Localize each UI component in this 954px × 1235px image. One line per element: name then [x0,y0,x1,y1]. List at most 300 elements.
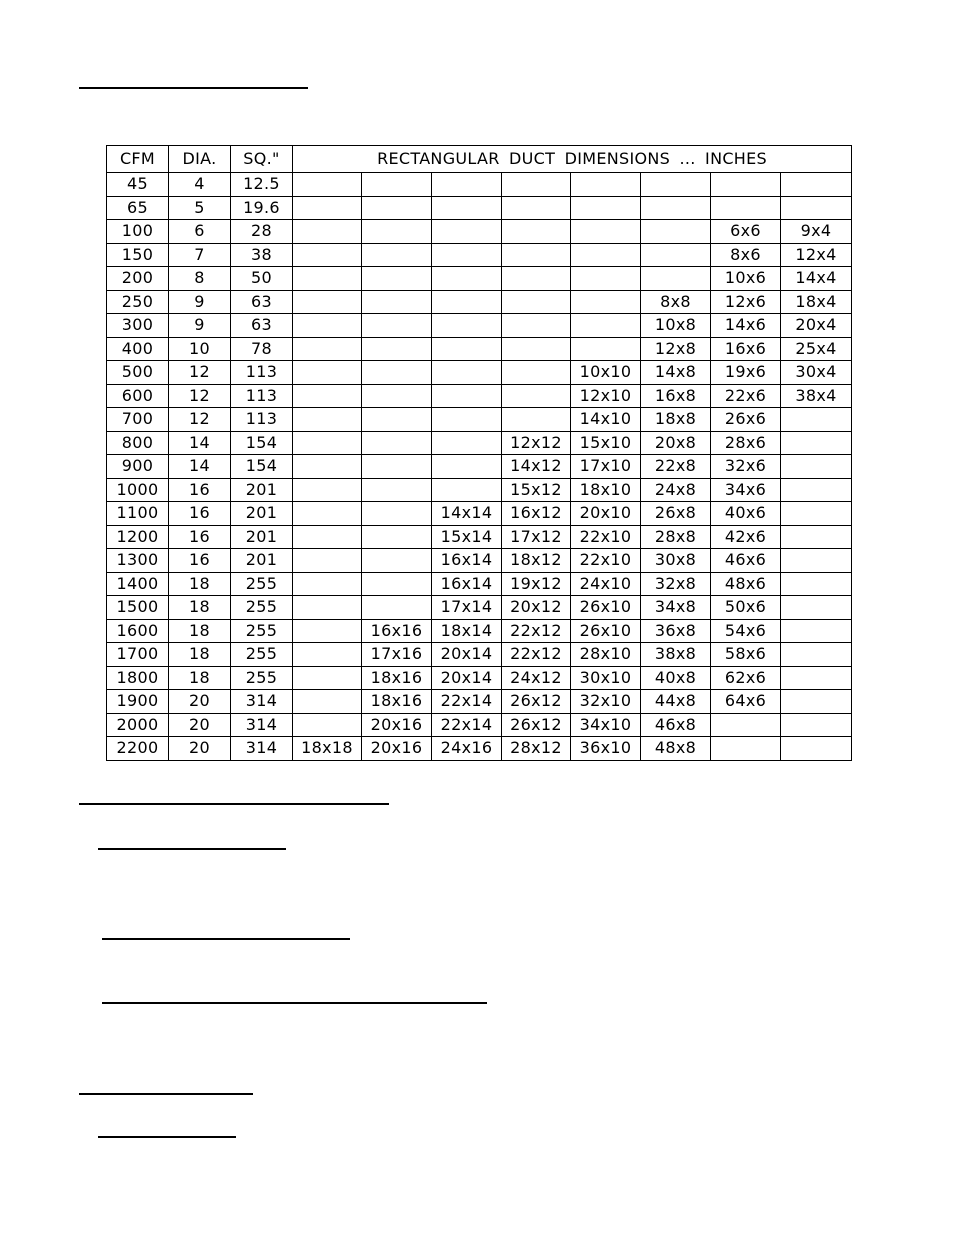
cell-rect-dimension: 14x6 [711,314,781,338]
cell-rect-dimension [293,361,362,385]
cell-rect-dimension: 20x4 [781,314,852,338]
cell-rect-dimension [432,173,502,197]
cell-rect-dimension [293,408,362,432]
cell-diameter: 16 [169,478,231,502]
cell-square-inches: 201 [231,478,293,502]
cell-rect-dimension [293,196,362,220]
section-underline-1 [79,803,389,805]
cell-rect-dimension: 22x14 [432,713,502,737]
table-body [107,173,852,761]
cell-rect-dimension [571,173,641,197]
cell-rect-dimension: 18x18 [293,737,362,761]
cell-rect-dimension [641,196,711,220]
cell-diameter: 5 [169,196,231,220]
cell-rect-dimension [293,619,362,643]
cell-rect-dimension: 14x4 [781,267,852,291]
cell-rect-dimension [293,314,362,338]
table-row [107,525,852,549]
table-row [107,243,852,267]
cell-rect-dimension [293,431,362,455]
subsection-underline-1 [98,848,286,850]
cell-rect-dimension: 14x10 [571,408,641,432]
table-row [107,455,852,479]
cell-rect-dimension [432,431,502,455]
cell-rect-dimension: 12x6 [711,290,781,314]
cell-rect-dimension: 12x8 [641,337,711,361]
cell-rect-dimension [502,243,571,267]
table-row [107,502,852,526]
cell-rect-dimension: 30x8 [641,549,711,573]
header-diameter: DIA. [169,146,231,173]
cell-rect-dimension [781,196,852,220]
cell-rect-dimension: 20x14 [432,666,502,690]
cell-rect-dimension [432,290,502,314]
cell-rect-dimension [641,267,711,291]
table-row [107,314,852,338]
table-row [107,337,852,361]
table-row [107,713,852,737]
cell-rect-dimension [781,572,852,596]
cell-diameter: 9 [169,290,231,314]
cell-rect-dimension: 26x8 [641,502,711,526]
table-row [107,666,852,690]
cell-rect-dimension: 18x4 [781,290,852,314]
cell-rect-dimension [362,337,432,361]
cell-rect-dimension [502,384,571,408]
cell-rect-dimension [781,455,852,479]
cell-rect-dimension [571,243,641,267]
subsection-underline-3 [102,1002,487,1004]
cell-square-inches: 255 [231,619,293,643]
cell-rect-dimension [781,737,852,761]
cell-rect-dimension [432,361,502,385]
cell-cfm: 1900 [107,690,169,714]
cell-rect-dimension [293,525,362,549]
cell-rect-dimension: 25x4 [781,337,852,361]
cell-rect-dimension [293,290,362,314]
table-row [107,173,852,197]
table-row [107,361,852,385]
cell-rect-dimension: 40x6 [711,502,781,526]
cell-square-inches: 201 [231,525,293,549]
cell-cfm: 45 [107,173,169,197]
cell-rect-dimension [293,220,362,244]
cell-rect-dimension: 9x4 [781,220,852,244]
table-header-row [107,146,852,173]
cell-rect-dimension [362,314,432,338]
cell-rect-dimension: 18x14 [432,619,502,643]
cell-cfm: 400 [107,337,169,361]
cell-rect-dimension [293,267,362,291]
cell-rect-dimension: 54x6 [711,619,781,643]
cell-diameter: 18 [169,666,231,690]
cell-square-inches: 19.6 [231,196,293,220]
cell-rect-dimension [781,525,852,549]
cell-rect-dimension [641,220,711,244]
cell-square-inches: 78 [231,337,293,361]
cell-rect-dimension: 24x12 [502,666,571,690]
cell-rect-dimension: 26x6 [711,408,781,432]
cell-rect-dimension [362,173,432,197]
cell-rect-dimension [571,220,641,244]
table-row [107,549,852,573]
cell-rect-dimension: 12x10 [571,384,641,408]
cell-rect-dimension: 18x16 [362,690,432,714]
cell-rect-dimension: 16x12 [502,502,571,526]
table-row [107,643,852,667]
cell-rect-dimension: 10x6 [711,267,781,291]
table-row [107,196,852,220]
cell-cfm: 700 [107,408,169,432]
heading-underline-top [79,87,308,89]
cell-square-inches: 113 [231,361,293,385]
cell-rect-dimension: 28x8 [641,525,711,549]
cell-rect-dimension [711,737,781,761]
cell-rect-dimension: 30x10 [571,666,641,690]
cell-rect-dimension [362,572,432,596]
cell-rect-dimension: 19x6 [711,361,781,385]
subsection-underline-4 [98,1136,236,1138]
cell-cfm: 1100 [107,502,169,526]
cell-rect-dimension [432,220,502,244]
cell-rect-dimension [781,596,852,620]
cell-diameter: 12 [169,384,231,408]
cell-cfm: 1000 [107,478,169,502]
cell-rect-dimension [502,290,571,314]
cell-cfm: 500 [107,361,169,385]
cell-rect-dimension: 16x14 [432,572,502,596]
cell-rect-dimension: 22x10 [571,549,641,573]
cell-rect-dimension [293,384,362,408]
cell-rect-dimension [362,455,432,479]
cell-rect-dimension [362,478,432,502]
cell-rect-dimension: 38x4 [781,384,852,408]
cell-rect-dimension: 20x10 [571,502,641,526]
cell-rect-dimension: 28x10 [571,643,641,667]
cell-rect-dimension [293,690,362,714]
cell-rect-dimension: 10x10 [571,361,641,385]
cell-cfm: 300 [107,314,169,338]
cell-rect-dimension [362,431,432,455]
cell-rect-dimension: 16x6 [711,337,781,361]
cell-rect-dimension [571,314,641,338]
cell-cfm: 150 [107,243,169,267]
cell-rect-dimension [293,502,362,526]
cell-rect-dimension: 18x8 [641,408,711,432]
cell-cfm: 250 [107,290,169,314]
cell-rect-dimension: 22x12 [502,643,571,667]
cell-rect-dimension: 22x8 [641,455,711,479]
cell-rect-dimension [502,337,571,361]
cell-rect-dimension: 22x12 [502,619,571,643]
cell-rect-dimension [502,173,571,197]
cell-square-inches: 201 [231,549,293,573]
table-row [107,478,852,502]
cell-rect-dimension [781,619,852,643]
cell-rect-dimension: 30x4 [781,361,852,385]
cell-rect-dimension [641,173,711,197]
cell-rect-dimension: 34x10 [571,713,641,737]
cell-square-inches: 255 [231,666,293,690]
cell-diameter: 12 [169,361,231,385]
cell-rect-dimension: 22x10 [571,525,641,549]
cell-square-inches: 63 [231,290,293,314]
cell-rect-dimension [641,243,711,267]
cell-rect-dimension [502,220,571,244]
cell-rect-dimension [362,361,432,385]
cell-rect-dimension: 20x16 [362,713,432,737]
table-row [107,690,852,714]
cell-diameter: 6 [169,220,231,244]
cell-rect-dimension: 17x12 [502,525,571,549]
cell-rect-dimension [432,455,502,479]
cell-rect-dimension [362,408,432,432]
cell-rect-dimension: 36x8 [641,619,711,643]
cell-rect-dimension [711,713,781,737]
cell-rect-dimension [432,196,502,220]
cell-rect-dimension: 16x8 [641,384,711,408]
cell-square-inches: 314 [231,713,293,737]
cell-rect-dimension: 32x6 [711,455,781,479]
cell-rect-dimension: 16x16 [362,619,432,643]
cell-diameter: 7 [169,243,231,267]
cell-rect-dimension [432,408,502,432]
cell-rect-dimension: 15x14 [432,525,502,549]
cell-rect-dimension [293,337,362,361]
cell-rect-dimension: 6x6 [711,220,781,244]
cell-cfm: 1700 [107,643,169,667]
cell-square-inches: 154 [231,431,293,455]
cell-rect-dimension [781,666,852,690]
table-row [107,384,852,408]
cell-rect-dimension [781,478,852,502]
cell-rect-dimension [502,314,571,338]
cell-rect-dimension [362,502,432,526]
cell-rect-dimension [432,384,502,408]
cell-diameter: 10 [169,337,231,361]
cell-rect-dimension [571,290,641,314]
cell-rect-dimension: 42x6 [711,525,781,549]
table-row [107,267,852,291]
cell-cfm: 1800 [107,666,169,690]
cell-diameter: 20 [169,690,231,714]
cell-rect-dimension: 28x6 [711,431,781,455]
table-row [107,290,852,314]
cell-rect-dimension: 28x12 [502,737,571,761]
cell-square-inches: 255 [231,596,293,620]
cell-cfm: 600 [107,384,169,408]
cell-square-inches: 28 [231,220,293,244]
subsection-underline-2 [102,938,350,940]
cell-rect-dimension [432,267,502,291]
table-row [107,596,852,620]
cell-rect-dimension [293,666,362,690]
cell-rect-dimension: 22x14 [432,690,502,714]
cell-rect-dimension [362,290,432,314]
cell-rect-dimension: 18x12 [502,549,571,573]
cell-rect-dimension: 36x10 [571,737,641,761]
cell-rect-dimension: 8x8 [641,290,711,314]
cell-square-inches: 255 [231,643,293,667]
cell-diameter: 20 [169,713,231,737]
cell-rect-dimension [293,643,362,667]
table-row [107,408,852,432]
cell-square-inches: 314 [231,737,293,761]
table-row [107,619,852,643]
cell-rect-dimension [293,478,362,502]
cell-rect-dimension [362,267,432,291]
cell-cfm: 1600 [107,619,169,643]
cell-rect-dimension [781,549,852,573]
cell-square-inches: 113 [231,408,293,432]
cell-square-inches: 50 [231,267,293,291]
cell-rect-dimension: 48x6 [711,572,781,596]
cell-diameter: 16 [169,502,231,526]
cell-rect-dimension [781,643,852,667]
cell-rect-dimension: 34x6 [711,478,781,502]
cell-rect-dimension: 24x16 [432,737,502,761]
cell-diameter: 18 [169,572,231,596]
cell-rect-dimension: 20x8 [641,431,711,455]
cell-rect-dimension [781,690,852,714]
cell-rect-dimension: 14x14 [432,502,502,526]
cell-rect-dimension [432,243,502,267]
cell-rect-dimension: 32x8 [641,572,711,596]
cell-rect-dimension [293,713,362,737]
cell-rect-dimension: 14x8 [641,361,711,385]
cell-rect-dimension: 62x6 [711,666,781,690]
duct-sizing-table [106,145,852,761]
cell-cfm: 65 [107,196,169,220]
cell-rect-dimension: 20x16 [362,737,432,761]
cell-cfm: 2000 [107,713,169,737]
cell-diameter: 16 [169,525,231,549]
cell-square-inches: 255 [231,572,293,596]
cell-rect-dimension: 44x8 [641,690,711,714]
cell-rect-dimension [293,549,362,573]
cell-cfm: 1500 [107,596,169,620]
cell-rect-dimension: 17x16 [362,643,432,667]
cell-rect-dimension [571,267,641,291]
cell-diameter: 8 [169,267,231,291]
cell-rect-dimension: 12x12 [502,431,571,455]
cell-rect-dimension: 18x10 [571,478,641,502]
cell-rect-dimension [432,314,502,338]
cell-rect-dimension [502,361,571,385]
cell-rect-dimension [362,220,432,244]
cell-rect-dimension: 18x16 [362,666,432,690]
cell-diameter: 9 [169,314,231,338]
cell-square-inches: 154 [231,455,293,479]
table-row [107,737,852,761]
header-cfm: CFM [107,146,169,173]
cell-rect-dimension [362,596,432,620]
cell-rect-dimension [781,431,852,455]
cell-square-inches: 314 [231,690,293,714]
cell-rect-dimension: 50x6 [711,596,781,620]
cell-rect-dimension [502,267,571,291]
cell-rect-dimension: 17x10 [571,455,641,479]
cell-cfm: 1200 [107,525,169,549]
table-row [107,572,852,596]
cell-rect-dimension: 15x10 [571,431,641,455]
cell-square-inches: 201 [231,502,293,526]
cell-diameter: 14 [169,431,231,455]
cell-rect-dimension [362,196,432,220]
cell-rect-dimension: 16x14 [432,549,502,573]
cell-rect-dimension [293,596,362,620]
cell-rect-dimension: 19x12 [502,572,571,596]
cell-rect-dimension [711,173,781,197]
cell-rect-dimension [362,243,432,267]
cell-cfm: 1300 [107,549,169,573]
cell-rect-dimension: 17x14 [432,596,502,620]
table-row [107,220,852,244]
cell-cfm: 2200 [107,737,169,761]
cell-rect-dimension: 48x8 [641,737,711,761]
cell-diameter: 12 [169,408,231,432]
cell-rect-dimension: 14x12 [502,455,571,479]
cell-rect-dimension: 46x8 [641,713,711,737]
cell-rect-dimension: 24x8 [641,478,711,502]
cell-rect-dimension [432,337,502,361]
cell-rect-dimension: 22x6 [711,384,781,408]
cell-rect-dimension: 26x12 [502,713,571,737]
cell-rect-dimension: 8x6 [711,243,781,267]
cell-square-inches: 12.5 [231,173,293,197]
cell-rect-dimension: 12x4 [781,243,852,267]
cell-diameter: 18 [169,596,231,620]
cell-rect-dimension: 20x14 [432,643,502,667]
cell-rect-dimension: 10x8 [641,314,711,338]
cell-rect-dimension: 24x10 [571,572,641,596]
cell-rect-dimension [432,478,502,502]
cell-rect-dimension [571,196,641,220]
cell-cfm: 800 [107,431,169,455]
cell-cfm: 1400 [107,572,169,596]
cell-cfm: 100 [107,220,169,244]
cell-rect-dimension: 58x6 [711,643,781,667]
cell-rect-dimension [571,337,641,361]
table-row [107,431,852,455]
cell-diameter: 16 [169,549,231,573]
cell-cfm: 900 [107,455,169,479]
cell-rect-dimension: 38x8 [641,643,711,667]
cell-rect-dimension: 26x10 [571,619,641,643]
cell-rect-dimension [362,549,432,573]
cell-cfm: 200 [107,267,169,291]
cell-rect-dimension [293,173,362,197]
cell-diameter: 18 [169,643,231,667]
cell-rect-dimension [293,572,362,596]
cell-rect-dimension [502,196,571,220]
cell-diameter: 4 [169,173,231,197]
cell-square-inches: 38 [231,243,293,267]
cell-rect-dimension: 46x6 [711,549,781,573]
cell-diameter: 20 [169,737,231,761]
cell-rect-dimension [711,196,781,220]
cell-rect-dimension [781,502,852,526]
cell-rect-dimension: 64x6 [711,690,781,714]
cell-rect-dimension: 26x12 [502,690,571,714]
cell-square-inches: 113 [231,384,293,408]
cell-rect-dimension: 40x8 [641,666,711,690]
cell-rect-dimension [781,173,852,197]
cell-rect-dimension [293,243,362,267]
cell-rect-dimension [781,408,852,432]
cell-square-inches: 63 [231,314,293,338]
cell-diameter: 18 [169,619,231,643]
